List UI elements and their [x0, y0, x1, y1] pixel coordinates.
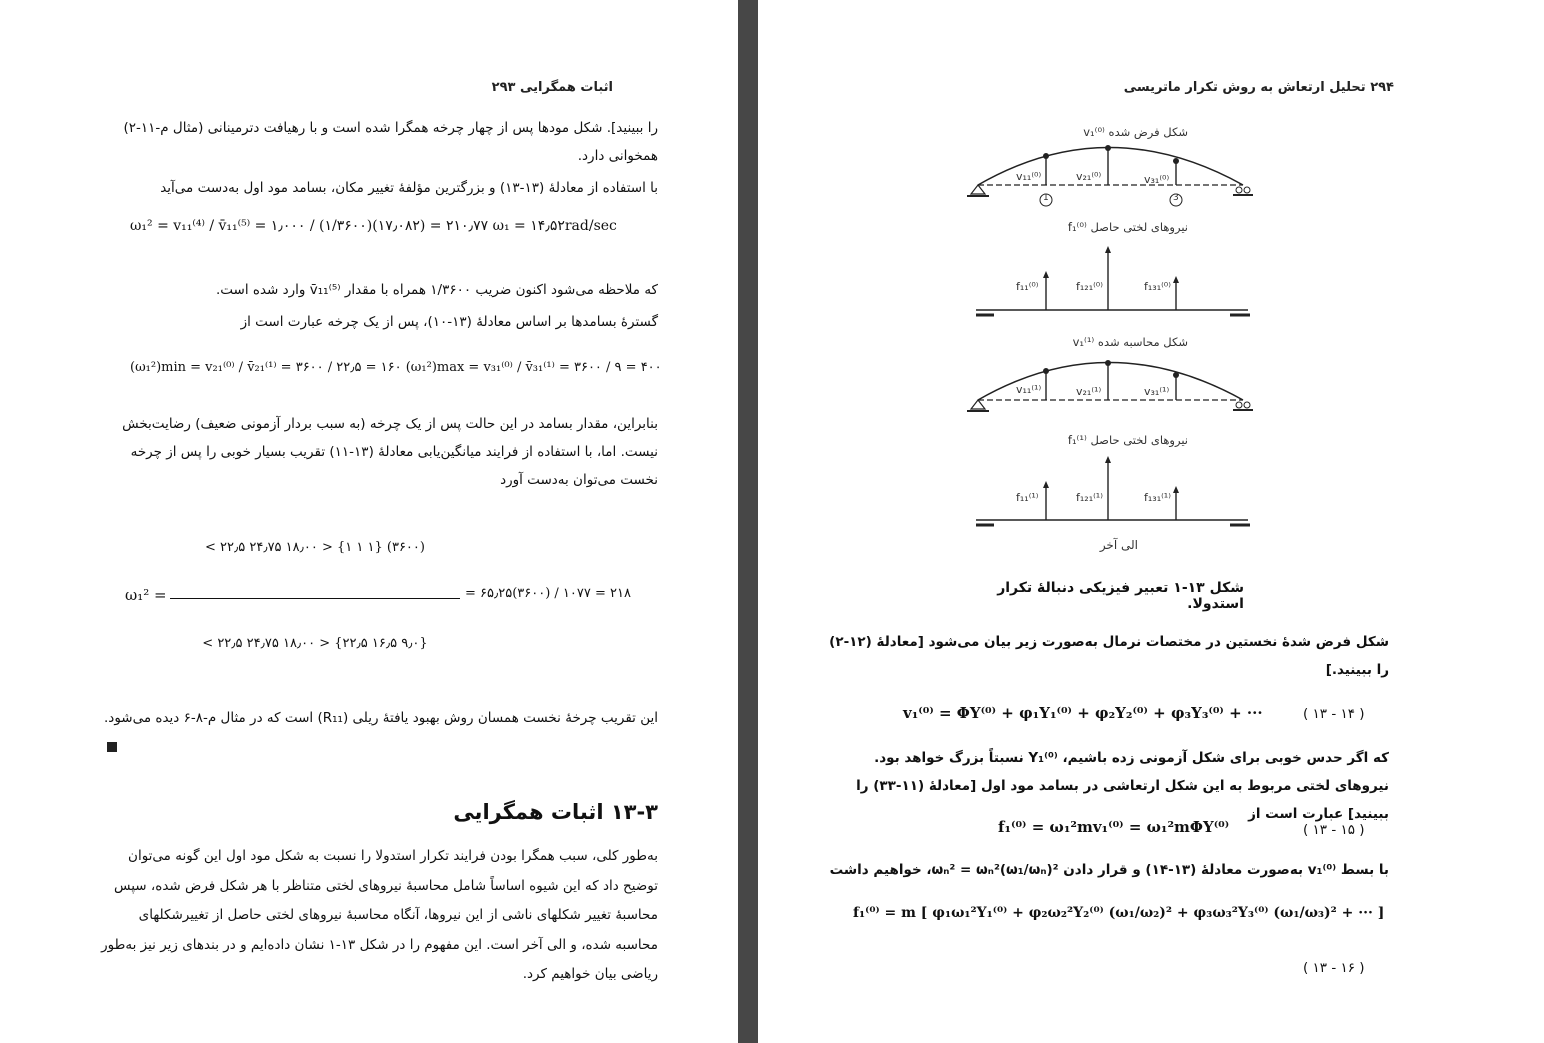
- assumed-shape-diagram: [967, 145, 1253, 206]
- f21-label: f₁₂₁⁽⁰⁾: [1076, 280, 1103, 293]
- fraction-bar: [170, 598, 460, 599]
- paragraph: این تقریب چرخهٔ نخست همسان روش بهبود یافتهٔ ریلی (R₁₁) است که در مثال م-۸-۶ دیده می‌شود.: [104, 710, 658, 726]
- paragraph: را ببینید]. شکل مودها پس از چهار چرخه همگرا شده است و با رهیافت دترمینانی (مثال م-۱۱-۲) همخوانی دارد.: [123, 120, 658, 164]
- qed-mark: [107, 742, 117, 752]
- v11-label: v₁₁⁽⁰⁾: [1016, 170, 1042, 183]
- paragraph: با بسط v₁⁽⁰⁾ به‌صورت معادلهٔ (۱۳-۱۴) و قرار دادن ωₙ² = ωₙ²(ω₁/ωₙ)²، خواهیم داشت: [829, 862, 1389, 878]
- page-header: اثبات همگرایی ۲۹۳: [491, 80, 613, 95]
- label-inertia-forces-0: f₁⁽⁰⁾ نیروهای لختی حاصل: [1067, 220, 1188, 234]
- f31-label-1: f₁₃₁⁽¹⁾: [1144, 491, 1171, 504]
- f31-label: f₁₃₁⁽⁰⁾: [1144, 280, 1171, 293]
- paragraph: که اگر حدس خوبی برای شکل آزمونی زده باشیم، Y₁⁽⁰⁾ نسبتاً بزرگ خواهد بود. نیروهای لختی مربوط به این شکل ارتعاشی در بسامد مود اول [معادلهٔ (۱۱-۳۳) را ببینید] عبارت است از: [856, 750, 1389, 822]
- equation-rhs: = ۶۵٫۲۵(۳۶۰۰) / ۱۰۷۷ = ۲۱۸: [465, 586, 631, 601]
- equation-13-15: f₁⁽⁰⁾ = ω₁²mv₁⁽⁰⁾ = ω₁²mΦY⁽⁰⁾: [998, 818, 1230, 836]
- label-inertia-forces-1: f₁⁽¹⁾ نیروهای لختی حاصل: [1067, 433, 1188, 447]
- left-page: [0, 0, 738, 1043]
- paragraph: شکل فرض شدهٔ نخستین در مختصات نرمال به‌صورت زیر بیان می‌شود [معادلهٔ (۱۲-۲) را ببینید.]: [829, 634, 1389, 678]
- equation-number: ( ۱۳ - ۱۵ ): [1303, 822, 1365, 838]
- paragraph: با استفاده از معادلهٔ (۱۳-۱۳) و بزرگترین مؤلفهٔ تغییر مکان، بسامد مود اول به‌دست می‌آید: [160, 180, 658, 196]
- computed-shape-diagram: [967, 360, 1253, 411]
- label-assumed-shape: v₁⁽⁰⁾ شکل فرض شده: [1083, 125, 1188, 139]
- section-title: ۱۳-۳ اثبات همگرایی: [453, 800, 658, 824]
- v31-label-computed: v₃₁⁽¹⁾: [1144, 385, 1170, 398]
- book-gutter: [738, 0, 758, 1043]
- figure-stodola-iteration: [958, 115, 1268, 565]
- paragraph: گسترهٔ بسامدها بر اساس معادلهٔ (۱۳-۱۰)، پس از یک چرخه عبارت است از: [240, 314, 658, 330]
- paragraph: که ملاحظه می‌شود اکنون ضریب ۱/۳۶۰۰ همراه با مقدار v̄₁₁⁽⁵⁾ وارد شده است.: [215, 282, 658, 298]
- v21-label: v₂₁⁽⁰⁾: [1076, 170, 1102, 183]
- paragraph: به‌طور کلی، سبب همگرا بودن فرایند تکرار استدولا را نسبت به شکل مود اول این گونه می‌توان توضیح داد که این شیوه اساساً شامل محاسبهٔ نیروهای لختی متناظر با هر شکل فرض شده، سپس محاسبهٔ تغییر شکلهای ناشی از این نیروها، آنگاه محاسبهٔ نیروهای لختی حاصل از تغییرشکلهای محاسبه شده، و الی آخر است. این مفهوم را در شکل ۱۳-۱ نشان داده‌ایم و در بندهای زیر نیز به‌طور ریاضی بیان خواهیم کرد.: [101, 848, 658, 982]
- page-header: ۲۹۴ تحلیل ارتعاش به روش تکرار ماتریسی: [1123, 80, 1394, 95]
- equation-lhs: ω₁² =: [125, 586, 167, 604]
- v31-label: v₃₁⁽⁰⁾: [1144, 173, 1170, 186]
- equation-frequency: ω₁² = v₁₁⁽⁴⁾ / v̄₁₁⁽⁵⁾ = ۱٫۰۰۰ / (۱/۳۶۰۰)(۱۷٫۰۸۲) = ۲۱۰٫۷۷ ω₁ = ۱۴٫۵۲rad/sec: [130, 218, 617, 234]
- right-page: [758, 0, 1544, 1043]
- f11-label-1: f₁₁⁽¹⁾: [1016, 491, 1039, 504]
- equation-numerator: < ۲۲٫۵ ۲۴٫۷۵ ۱۸٫۰۰ > {۱ ۱ ۱} (۳۶۰۰): [205, 540, 425, 555]
- f21-label-1: f₁₂₁⁽¹⁾: [1076, 491, 1103, 504]
- equation-frequency-range: (ω₁²)min = v₂₁⁽⁰⁾ / v̄₂₁⁽¹⁾ = ۳۶۰۰ / ۲۲٫۵ = ۱۶۰ (ω₁²)max = v₃₁⁽⁰⁾ / v̄₃₁⁽¹⁾ = ۳۶۰۰ / ۹ = ۴۰۰: [130, 360, 662, 375]
- equation-number: ( ۱۳ - ۱۶ ): [1303, 960, 1365, 976]
- f11-label: f₁₁⁽⁰⁾: [1016, 280, 1039, 293]
- paragraph: بنابراین، مقدار بسامد در این حالت پس از یک چرخه (به سبب بردار آزمونی ضعیف) رضایت‌بخش نیست. اما، با استفاده از فرایند میانگین‌یابی معادلهٔ (۱۳-۱۱) تقریب بسیار خوبی را پس از چرخه نخست می‌توان به‌دست آورد: [122, 416, 658, 488]
- equation-13-14: v₁⁽⁰⁾ = ΦY⁽⁰⁾ + φ₁Y₁⁽⁰⁾ + φ₂Y₂⁽⁰⁾ + φ₃Y₃⁽⁰⁾ + ···: [903, 704, 1263, 722]
- label-etc: الی آخر: [1099, 538, 1138, 552]
- v11-label-computed: v₁₁⁽¹⁾: [1016, 383, 1042, 396]
- mass-3-marker: 3: [1173, 193, 1179, 203]
- equation-number: ( ۱۳ - ۱۴ ): [1303, 706, 1365, 722]
- mass-1-marker: 1: [1043, 193, 1049, 203]
- equation-denominator: < ۲۲٫۵ ۲۴٫۷۵ ۱۸٫۰۰ > {۲۲٫۵ ۱۶٫۵ ۹٫۰}: [202, 636, 428, 651]
- label-computed-shape: v₁⁽¹⁾ شکل محاسبه شده: [1072, 335, 1188, 349]
- v21-label-computed: v₂₁⁽¹⁾: [1076, 385, 1102, 398]
- figure-caption: شکل ۱۳-۱ تعبیر فیزیکی دنبالهٔ تکرار استدولا.: [997, 580, 1244, 612]
- equation-13-16: f₁⁽⁰⁾ = m [ φ₁ω₁²Y₁⁽⁰⁾ + φ₂ω₂²Y₂⁽⁰⁾ (ω₁/ω₂)² + φ₃ω₃²Y₃⁽⁰⁾ (ω₁/ω₃)² + ··· ]: [853, 905, 1385, 921]
